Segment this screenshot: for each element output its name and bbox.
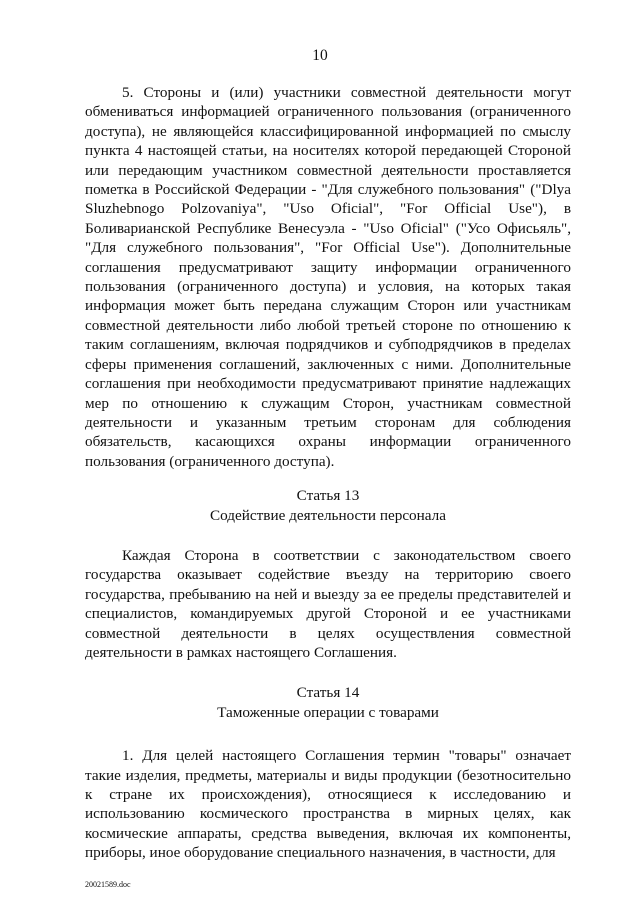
article-13-number: Статья 13 (296, 487, 360, 505)
article-13-title: Содействие деятельности персонала (210, 506, 446, 524)
spacer (85, 722, 571, 746)
article-14-heading (85, 683, 571, 722)
page-number: 10 (312, 47, 328, 64)
article-13-heading (85, 486, 571, 525)
article-14-paragraph-1: 1. Для целей настоящего Соглашения термин "товары" означает такие изделия, предметы, материалы и виды продукции (безотносительно к стране их происхождения), относящиеся к исследованию и использованию космического пространства в мирных целях, как космические аппараты, средства выведения, включая их компоненты, приборы, иное оборудование специального назначения, в частности, для (85, 747, 571, 862)
article-14-title: Таможенные операции с товарами (217, 703, 439, 721)
article-14-number: Статья 14 (296, 684, 360, 702)
footer-filename: 20021589.doc (85, 880, 131, 889)
spacer (85, 525, 571, 546)
document-body (85, 83, 571, 863)
paragraph-5: 5. Стороны и (или) участники совместной деятельности могут обмениваться информацией ограниченного пользования (ограниченного доступа), не являющейся классифицированной информацией по смыслу пункта 4 настоящей статьи, на носителях которой передающей Стороной или передающим участником совместной деятельности проставляется пометка в Российской Федерации - "Для служебного пользования" ("Dlya Sluzhebnogo Polzovaniya", "Uso Oficial", "For Official Use"), в Боливарианской Республике Венесуэла - "Uso Oficial" ("Усо Офисьяль", "Для служебного пользования", "For Official Use"). Дополнительные соглашения предусматривают защиту информации ограниченного пользования (ограниченного доступа) и условия, на которых такая информация может быть передана служащим Сторон или участникам совместной деятельности либо любой третьей стороне по отношению к таким соглашениям, включая подрядчиков и субподрядчиков в пределах сферы применения соглашений, заключенных с ними. Дополнительные соглашения при необходимости предусматривают принятие надлежащих мер по отношению к служащим Сторон, участникам совместной деятельности и указанным третьим сторонам для соблюдения обязательств, касающихся охраны информации ограниченного пользования (ограниченного доступа). (85, 84, 571, 470)
article-13-paragraph: Каждая Сторона в соответствии с законодательством своего государства оказывает содействие въезду на территорию своего государства, пребыванию на ней и выезду за ее пределы представителей и специалистов, командируемых другой Стороной и ее участниками совместной деятельности в целях осуществления совместной деятельности в рамках настоящего Соглашения. (85, 546, 571, 661)
